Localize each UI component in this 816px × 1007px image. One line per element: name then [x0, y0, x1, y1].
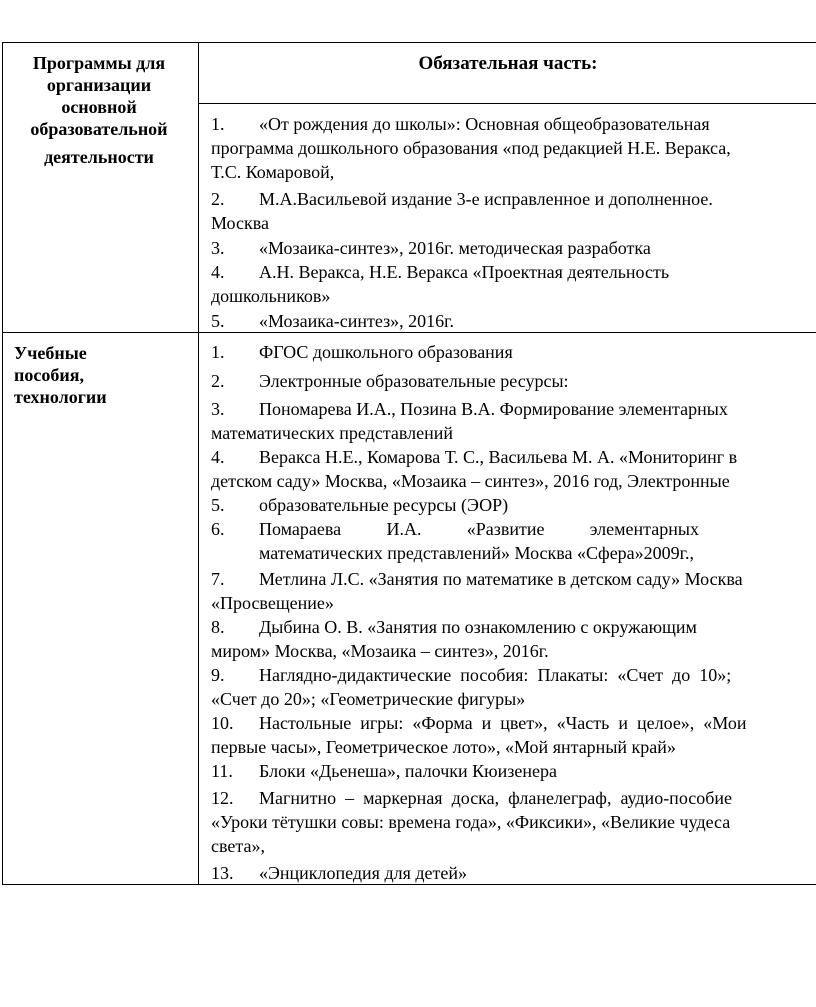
list-item — [211, 711, 816, 759]
item-word: «Развитие — [466, 519, 545, 539]
item-text: ФГОС дошкольного образования — [259, 342, 513, 362]
item-number: 1. — [211, 342, 225, 362]
item-text: Москва — [211, 213, 269, 233]
item-number: 13. — [211, 863, 234, 883]
list-item — [211, 236, 816, 260]
item-number: 6. — [211, 519, 225, 539]
item-text: А.Н. Веракса, Н.Е. Веракса «Проектная деятельность — [259, 262, 670, 282]
item-text: «От рождения до школы»: Основная общеобразовательная — [259, 114, 710, 134]
item-text: дошкольников» — [211, 286, 331, 306]
item-text: М.А.Васильевой издание 3-е исправленное и дополненное. — [259, 189, 713, 209]
table-left-border — [2, 42, 3, 885]
item-text: Т.С. Комаровой, — [211, 162, 335, 182]
table-top-border — [2, 42, 816, 43]
item-text: математических представлений» Москва «Сфера»2009г., — [259, 543, 695, 563]
item-text: первые часы», Геометрическое лото», «Мой янтарный край» — [211, 737, 676, 757]
item-number: 4. — [211, 262, 225, 282]
item-number: 5. — [211, 311, 225, 331]
item-text: Пономарева И.А., Позина В.А. Формирование элементарных — [259, 399, 728, 419]
programs-label-line: образовательной — [30, 119, 168, 139]
list-item — [211, 260, 816, 308]
item-number: 4. — [211, 447, 225, 467]
programs-label-line: Программы для — [32, 53, 166, 73]
item-number: 1. — [211, 114, 225, 134]
textbooks-label — [14, 342, 194, 408]
item-number: 3. — [211, 399, 225, 419]
mandatory-part-header: Обязательная часть: — [418, 53, 598, 74]
list-item — [211, 759, 816, 783]
item-text: Дыбина О. В. «Занятия по ознакомлению с окружающим — [259, 617, 697, 637]
item-text: миром» Москва, «Мозаика – синтез», 2016г. — [211, 641, 549, 661]
item-text: Метлина Л.С. «Занятия по математике в детском саду» Москва — [259, 569, 743, 589]
item-text: Наглядно-дидактические пособия: Плакаты: «Счет до 10»; — [259, 665, 732, 685]
list-item — [211, 369, 816, 393]
item-text: Настольные игры: «Форма и цвет», «Часть и целое», «Мои — [259, 713, 747, 733]
textbooks-label-line: Учебные — [14, 343, 87, 363]
programs-label — [2, 52, 196, 168]
list-item — [211, 112, 816, 184]
item-text: Магнитно – маркерная доска, фланелеграф, аудио-пособие — [259, 788, 733, 808]
item-text: Электронные образовательные ресурсы: — [259, 371, 569, 391]
list-item — [211, 786, 816, 858]
list-item — [211, 615, 816, 663]
item-text: программа дошкольного образования «под редакцией Н.Е. Веракса, — [211, 138, 731, 158]
item-word: И.А. — [386, 519, 422, 539]
list-item — [211, 663, 816, 711]
list-item — [211, 187, 816, 235]
item-number: 5. — [211, 495, 225, 515]
item-word: элементарных — [589, 519, 699, 539]
header-divider — [198, 103, 816, 104]
item-text: Веракса Н.Е., Комарова Т. С., Васильева М. А. «Мониторинг в — [259, 447, 738, 467]
list-item — [211, 397, 816, 445]
item-text: «Энциклопедия для детей» — [259, 863, 468, 883]
list-item — [211, 861, 816, 885]
item-text: «Мозаика-синтез», 2016г. методическая разработка — [259, 238, 651, 258]
item-text: детском саду» Москва, «Мозаика – синтез», 2016 год, Электронные — [211, 471, 730, 491]
item-word: Помараева — [259, 519, 342, 539]
textbooks-label-line: технологии — [14, 387, 107, 407]
list-item — [211, 493, 816, 517]
item-text: «Счет до 20»; «Геометрические фигуры» — [211, 689, 526, 709]
item-text: «Уроки тётушки совы: времена года», «Фиксики», «Великие чудеса — [211, 812, 731, 832]
list-item — [211, 445, 816, 493]
item-text: «Мозаика-синтез», 2016г. — [259, 311, 455, 331]
textbooks-label-line: пособия, — [14, 365, 84, 385]
list-item — [211, 517, 816, 565]
list-item — [211, 567, 816, 615]
programs-label-line: деятельности — [44, 147, 154, 167]
item-text: математических представлений — [211, 423, 454, 443]
item-text: образовательные ресурсы (ЭОР) — [259, 495, 509, 515]
item-number: 2. — [211, 189, 225, 209]
programs-label-line: основной — [61, 97, 137, 117]
item-text: Блоки «Дьенеша», палочки Кюизенера — [259, 761, 557, 781]
item-number: 10. — [211, 713, 234, 733]
item-text: «Просвещение» — [211, 593, 334, 613]
item-number: 2. — [211, 371, 225, 391]
item-text: света», — [211, 836, 265, 856]
item-number: 11. — [211, 761, 233, 781]
item-number: 7. — [211, 569, 225, 589]
list-item — [211, 340, 816, 364]
item-number: 9. — [211, 665, 225, 685]
item-number: 3. — [211, 238, 225, 258]
programs-label-line: организации — [46, 75, 152, 95]
item-number: 8. — [211, 617, 225, 637]
list-item — [211, 309, 816, 333]
column-divider — [198, 42, 199, 885]
item-number: 12. — [211, 788, 234, 808]
